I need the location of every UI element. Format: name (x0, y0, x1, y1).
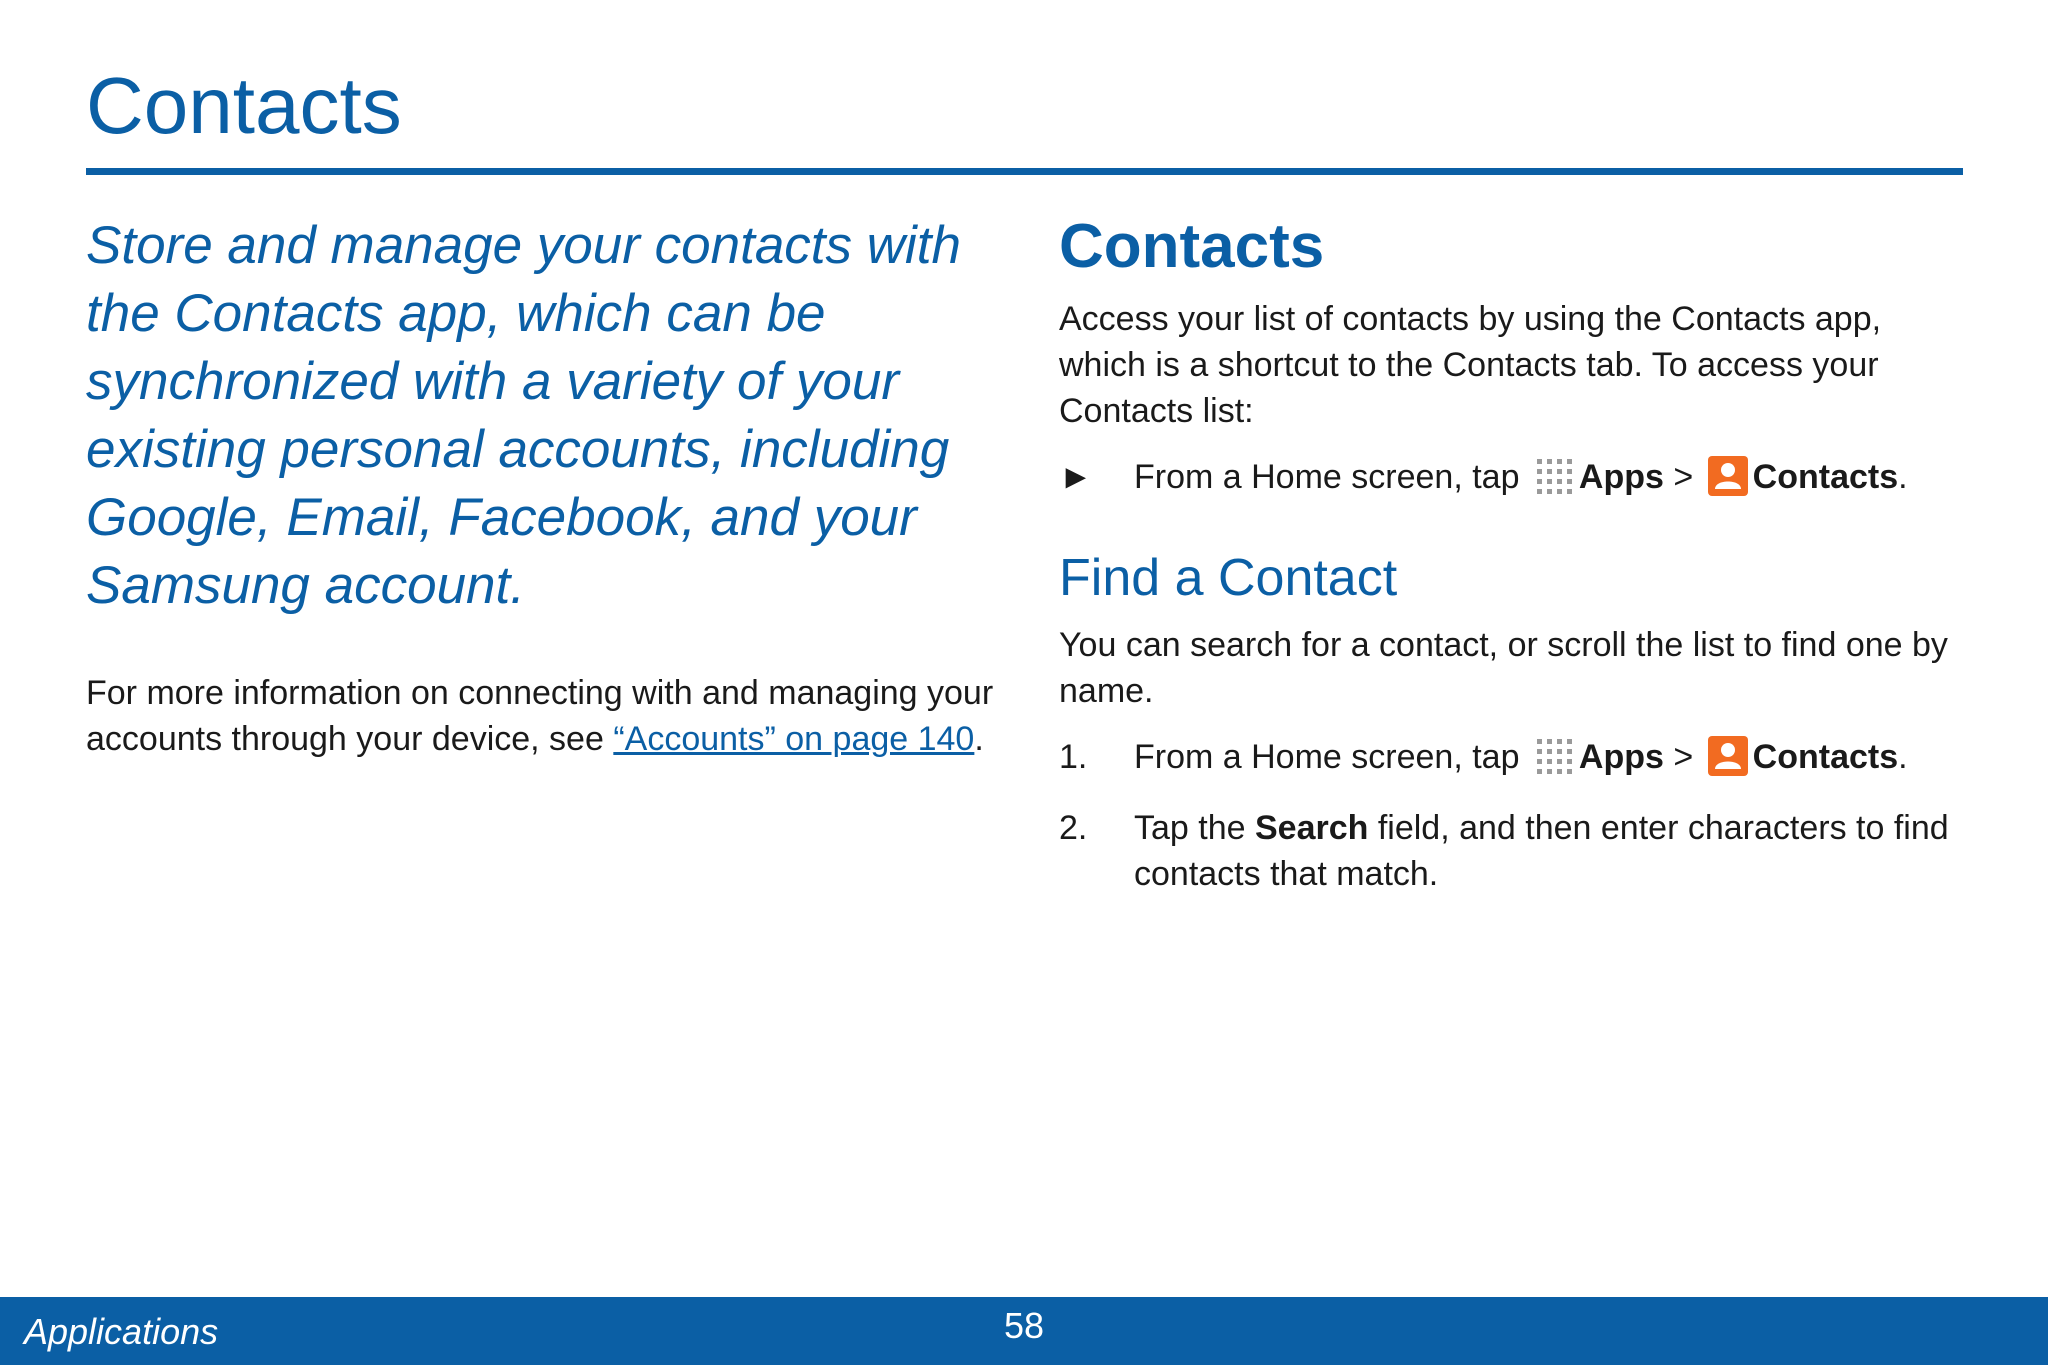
right-column (1059, 212, 1969, 897)
step-suffix: field, and then enter characters to find contacts that match. (1134, 809, 1949, 893)
step-separator: > (1663, 738, 1703, 776)
apps-label: Apps (1578, 458, 1664, 496)
apps-grid-icon (1533, 455, 1575, 497)
accounts-link[interactable]: “Accounts” on page 140 (613, 720, 975, 758)
more-info-paragraph (86, 670, 1006, 762)
more-info-end: . (974, 720, 984, 758)
step-separator: > (1663, 458, 1703, 496)
step-prefix: From a Home screen, tap (1134, 738, 1529, 776)
step-end: . (1898, 738, 1908, 776)
search-label: Search (1254, 809, 1369, 847)
footer-bar (0, 1297, 2048, 1365)
bullet-arrow: ► (1059, 458, 1093, 496)
step-end: . (1898, 458, 1908, 496)
find-contact-heading: Find a Contact (1059, 549, 1398, 607)
contacts-heading: Contacts (1059, 212, 1325, 281)
title-rule (86, 168, 1963, 175)
contacts-app-icon (1707, 735, 1749, 777)
step-prefix: From a Home screen, tap (1134, 458, 1529, 496)
find-step-2 (1059, 805, 1969, 897)
apps-grid-icon (1533, 735, 1575, 777)
contacts-app-icon (1707, 455, 1749, 497)
page-title: Contacts (86, 61, 402, 150)
contacts-label: Contacts (1752, 458, 1899, 496)
find-step-1 (1059, 734, 1969, 780)
step-number: 1. (1059, 738, 1088, 776)
step-number: 2. (1059, 809, 1088, 847)
page-number: 58 (1003, 1305, 1045, 1346)
more-info-text: For more information on connecting with and managing your accounts through your device, see (86, 674, 994, 758)
contacts-body: Access your list of contacts by using the Contacts app, which is a shortcut to the Contacts tab. To access your Contacts list: (1059, 300, 1882, 430)
contacts-label: Contacts (1752, 738, 1899, 776)
step-prefix: Tap the (1134, 809, 1255, 847)
find-contact-body: You can search for a contact, or scroll the list to find one by name. (1059, 626, 1948, 710)
footer-section-name: Applications (24, 1311, 219, 1352)
contacts-step (1059, 454, 1969, 500)
intro-text: Store and manage your contacts with the Contacts app, which can be synchronized with a variety of your existing personal accounts, including Google, Email, Facebook, and your Samsung account. (86, 216, 961, 615)
apps-label: Apps (1578, 738, 1664, 776)
